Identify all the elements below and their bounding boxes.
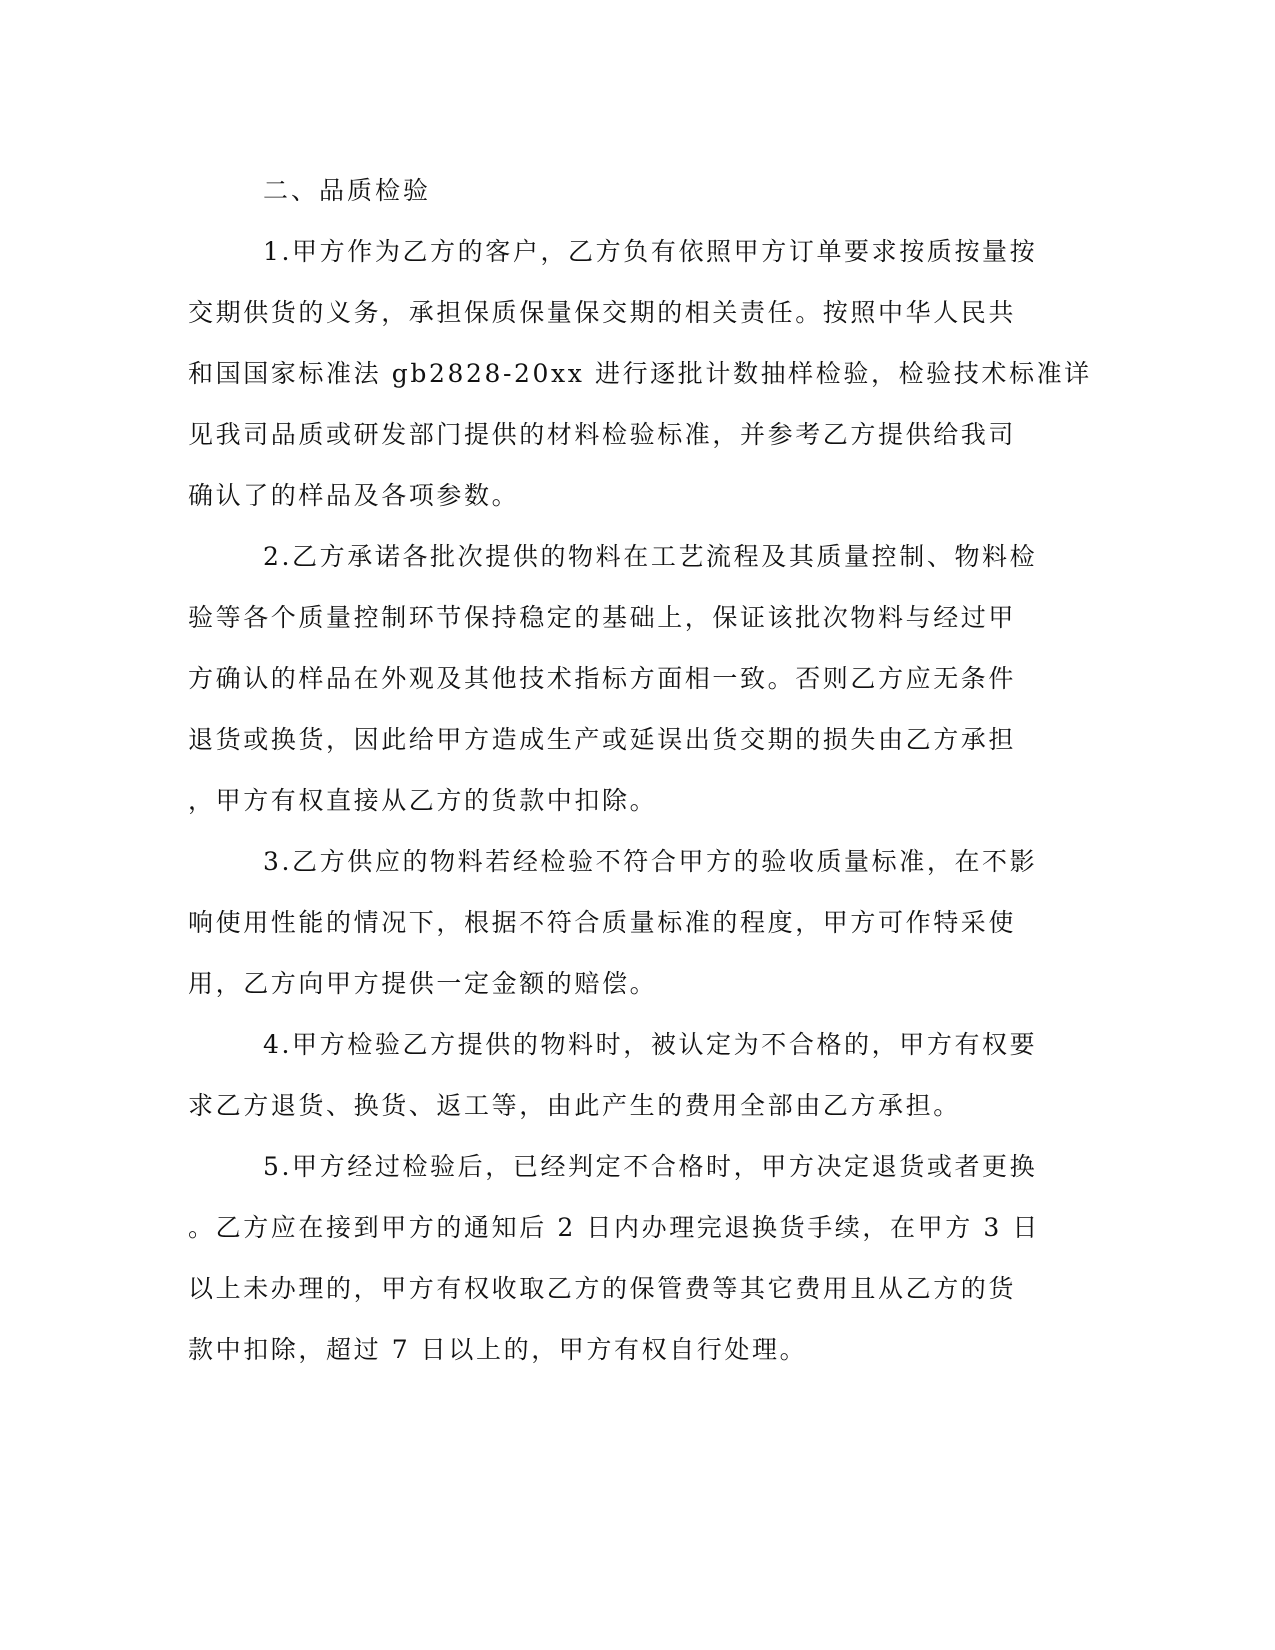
text-line: 求乙方退货、换货、返工等，由此产生的费用全部由乙方承担。	[188, 1091, 961, 1120]
document-page	[188, 160, 1092, 1380]
text-line: 2.乙方承诺各批次提供的物料在工艺流程及其质量控制、物料检	[263, 542, 1038, 571]
text-line: 3.乙方供应的物料若经检验不符合甲方的验收质量标准，在不影	[263, 847, 1038, 876]
text-line: 。乙方应在接到甲方的通知后 2 日内办理完退换货手续，在甲方 3 日	[188, 1213, 1041, 1242]
text-line: 验等各个质量控制环节保持稳定的基础上，保证该批次物料与经过甲	[188, 603, 1017, 632]
paragraph-1	[188, 221, 1092, 526]
text-line: 交期供货的义务，承担保质保量保交期的相关责任。按照中华人民共	[188, 298, 1017, 327]
text-line: 和国国家标准法 gb2828-20xx 进行逐批计数抽样检验，检验技术标准详	[188, 359, 1092, 388]
text-line: 4.甲方检验乙方提供的物料时，被认定为不合格的，甲方有权要	[263, 1030, 1038, 1059]
text-line: 方确认的样品在外观及其他技术指标方面相一致。否则乙方应无条件	[188, 664, 1017, 693]
text-line: 用，乙方向甲方提供一定金额的赔偿。	[188, 969, 658, 998]
paragraph-4	[188, 1014, 1088, 1136]
paragraph-5	[188, 1136, 1088, 1380]
text-line: 以上未办理的，甲方有权收取乙方的保管费等其它费用且从乙方的货	[188, 1274, 1017, 1303]
paragraph-2	[188, 526, 1088, 831]
text-line: 确认了的样品及各项参数。	[188, 481, 520, 510]
text-line: 响使用性能的情况下，根据不符合质量标准的程度，甲方可作特采使	[188, 908, 1017, 937]
text-line: 5.甲方经过检验后，已经判定不合格时，甲方决定退货或者更换	[263, 1152, 1038, 1181]
section-heading: 二、品质检验	[263, 176, 432, 205]
text-line: 见我司品质或研发部门提供的材料检验标准，并参考乙方提供给我司	[188, 420, 1017, 449]
paragraph-3	[188, 831, 1088, 1014]
text-line: 款中扣除，超过 7 日以上的，甲方有权自行处理。	[188, 1335, 808, 1364]
text-line: 退货或换货，因此给甲方造成生产或延误出货交期的损失由乙方承担	[188, 725, 1017, 754]
text-line: 1.甲方作为乙方的客户，乙方负有依照甲方订单要求按质按量按	[263, 237, 1038, 266]
text-line: ，甲方有权直接从乙方的货款中扣除。	[188, 786, 658, 815]
